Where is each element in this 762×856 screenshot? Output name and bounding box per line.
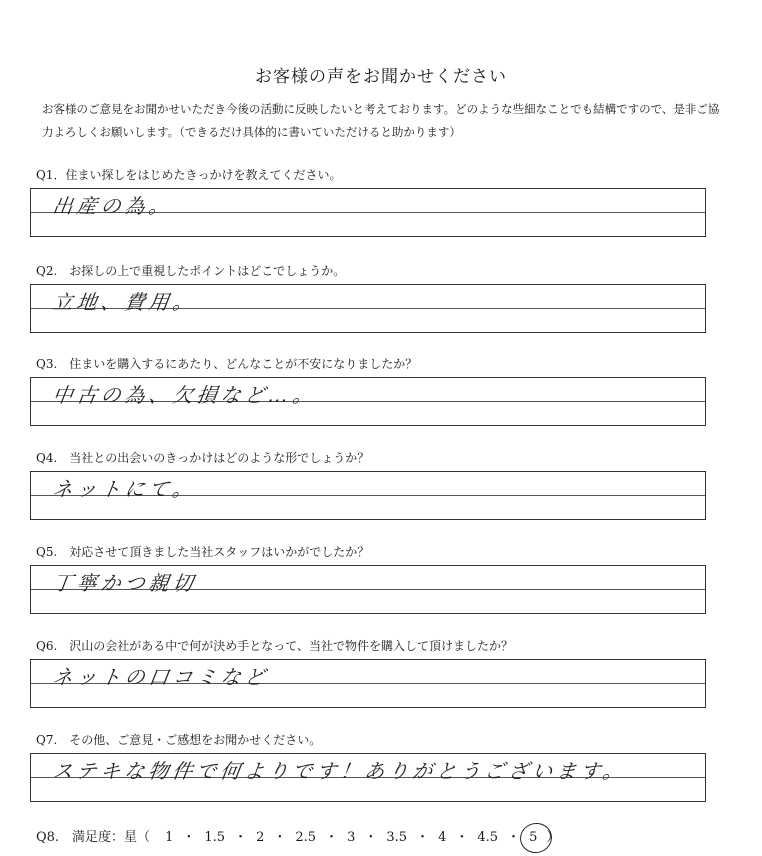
question-3-label: Q3. 住まいを購入するにあたり、どんなことが不安になりましたか？	[36, 357, 418, 371]
answer-2-text: 立地、費用。	[51, 290, 199, 314]
rating-option-5-selected[interactable]	[529, 830, 537, 845]
answer-6-text: ネットの口コミなど	[51, 665, 271, 689]
satisfaction-label: Q8. 満足度：星（	[36, 830, 151, 845]
answer-5-text: 丁寧かつ親切	[51, 571, 199, 595]
answer-box-4[interactable]	[30, 471, 706, 520]
rating-option-4[interactable]: 4	[438, 830, 447, 845]
answer-4-text: ネットにて。	[51, 477, 199, 501]
rating-option-3[interactable]: 3	[347, 830, 356, 845]
question-2-label: Q2. お探しの上で重視したポイントはどこでしょうか。	[36, 264, 346, 278]
satisfaction-rating: Q8. 満足度：星（ 1 ・ 1.5 ・ 2 ・ 2.5 ・ 3 ・ 3.5 ・ 4 ・ 4.5 ・ 5 ）	[36, 826, 559, 845]
answer-3-text: 中古の為、欠損など…。	[51, 383, 319, 407]
rating-close-paren: ）	[546, 830, 560, 845]
intro-text: お客様のご意見をお聞かせいただき今後の活動に反映したいと考えております。どのような些細なことでも結構ですので、是非ご協力よろしくお願いします。（できるだけ具体的に書いていただけると助かります）	[42, 102, 720, 139]
answer-box-5[interactable]	[30, 565, 706, 614]
rating-option-4-5[interactable]: 4.5	[477, 830, 499, 845]
question-7-label: Q7. その他、ご意見・ご感想をお聞かせください。	[36, 733, 322, 747]
answer-box-1[interactable]	[30, 188, 706, 237]
answer-1-text: 出産の為。	[51, 194, 175, 218]
rating-option-2-5[interactable]: 2.5	[295, 830, 317, 845]
question-1-label: Q1．住まい探しをはじめたきっかけを教えてください。	[36, 168, 342, 182]
question-6-label: Q6. 沢山の会社がある中で何が決め手となって、当社で物件を購入して頂けましたか？	[36, 639, 514, 653]
answer-box-7[interactable]	[30, 753, 706, 802]
rating-option-5: 5	[529, 830, 538, 845]
answer-box-3[interactable]	[30, 377, 706, 426]
page-title: お客様の声をお聞かせください	[255, 67, 507, 87]
answer-box-6[interactable]	[30, 659, 706, 708]
answer-box-2[interactable]	[30, 284, 706, 333]
rating-option-2[interactable]: 2	[256, 830, 265, 845]
question-5-label: Q5. 対応させて頂きました当社スタッフはいかがでしたか？	[36, 545, 370, 559]
answer-7-text: ステキな物件で何よりです！ありがとうございます。	[51, 759, 629, 783]
rating-option-1[interactable]: 1	[165, 830, 174, 845]
rating-option-3-5[interactable]: 3.5	[386, 830, 408, 845]
question-4-label: Q4. 当社との出会いのきっかけはどのような形でしょうか？	[36, 451, 370, 465]
rating-option-1-5[interactable]: 1.5	[204, 830, 226, 845]
